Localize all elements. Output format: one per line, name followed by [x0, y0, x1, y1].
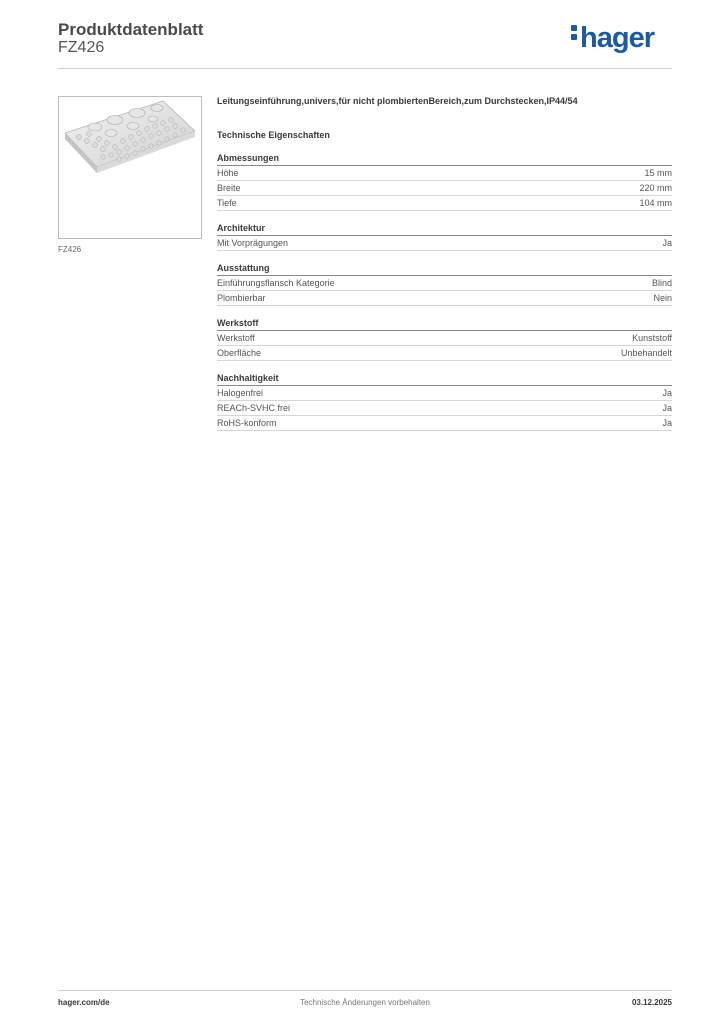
property-label: Plombierbar — [217, 293, 266, 303]
document-title: Produktdatenblatt — [58, 20, 204, 39]
property-label: Halogenfrei — [217, 388, 264, 398]
page-footer — [58, 998, 672, 1010]
logo-text: hager — [580, 22, 654, 54]
property-value: Ja — [662, 418, 672, 428]
section-nachhaltigkeit — [217, 372, 672, 431]
page-header — [58, 20, 672, 70]
property-value: Nein — [653, 293, 672, 303]
section-title: Ausstattung — [217, 262, 672, 276]
property-value: 220 mm — [639, 183, 672, 193]
hager-logo — [571, 22, 654, 55]
property-row — [217, 166, 672, 181]
document-date: 03.12.2025 — [631, 998, 672, 1007]
section-title: Architektur — [217, 222, 672, 236]
technical-properties-heading: Technische Eigenschaften — [217, 130, 330, 140]
property-label: Einführungsflansch Kategorie — [217, 278, 335, 288]
property-row — [217, 181, 672, 196]
section-title: Werkstoff — [217, 317, 672, 331]
property-row — [217, 276, 672, 291]
property-row — [217, 236, 672, 251]
section-title: Nachhaltigkeit — [217, 372, 672, 386]
cable-entry-plate-image — [59, 97, 201, 238]
property-row — [217, 196, 672, 211]
property-label: Breite — [217, 183, 241, 193]
footer-note: Technische Änderungen vorbehalten — [300, 998, 430, 1007]
property-value: Unbehandelt — [620, 348, 672, 358]
header-divider — [58, 68, 672, 69]
property-label: Oberfläche — [217, 348, 262, 358]
section-title: Abmessungen — [217, 152, 672, 166]
section-architektur — [217, 222, 672, 251]
website-link[interactable]: hager.com/de — [58, 998, 110, 1007]
section-ausstattung — [217, 262, 672, 306]
property-label: Tiefe — [217, 198, 237, 208]
product-code: FZ426 — [58, 39, 105, 56]
property-row — [217, 346, 672, 361]
property-row — [217, 291, 672, 306]
property-value: 15 mm — [644, 168, 672, 178]
section-abmessungen — [217, 152, 672, 211]
section-werkstoff — [217, 317, 672, 361]
property-label: Mit Vorprägungen — [217, 238, 289, 248]
product-details — [217, 96, 672, 431]
property-row — [217, 416, 672, 431]
property-row — [217, 401, 672, 416]
property-label: Höhe — [217, 168, 239, 178]
property-value: Ja — [662, 388, 672, 398]
footer-divider — [58, 990, 672, 991]
product-image — [58, 96, 202, 239]
property-label: Werkstoff — [217, 333, 255, 343]
property-value: Ja — [662, 238, 672, 248]
property-row — [217, 386, 672, 401]
property-label: REACh-SVHC frei — [217, 403, 291, 413]
property-value: Blind — [651, 278, 672, 288]
property-row — [217, 331, 672, 346]
image-caption: FZ426 — [58, 245, 82, 254]
property-value: 104 mm — [639, 198, 672, 208]
product-description: Leitungseinführung,univers,für nicht plombiertenBereich,zum Durchstecken,IP44/54 — [217, 96, 578, 106]
property-value: Ja — [662, 403, 672, 413]
property-value: Kunststoff — [632, 333, 672, 343]
property-label: RoHS-konform — [217, 418, 277, 428]
